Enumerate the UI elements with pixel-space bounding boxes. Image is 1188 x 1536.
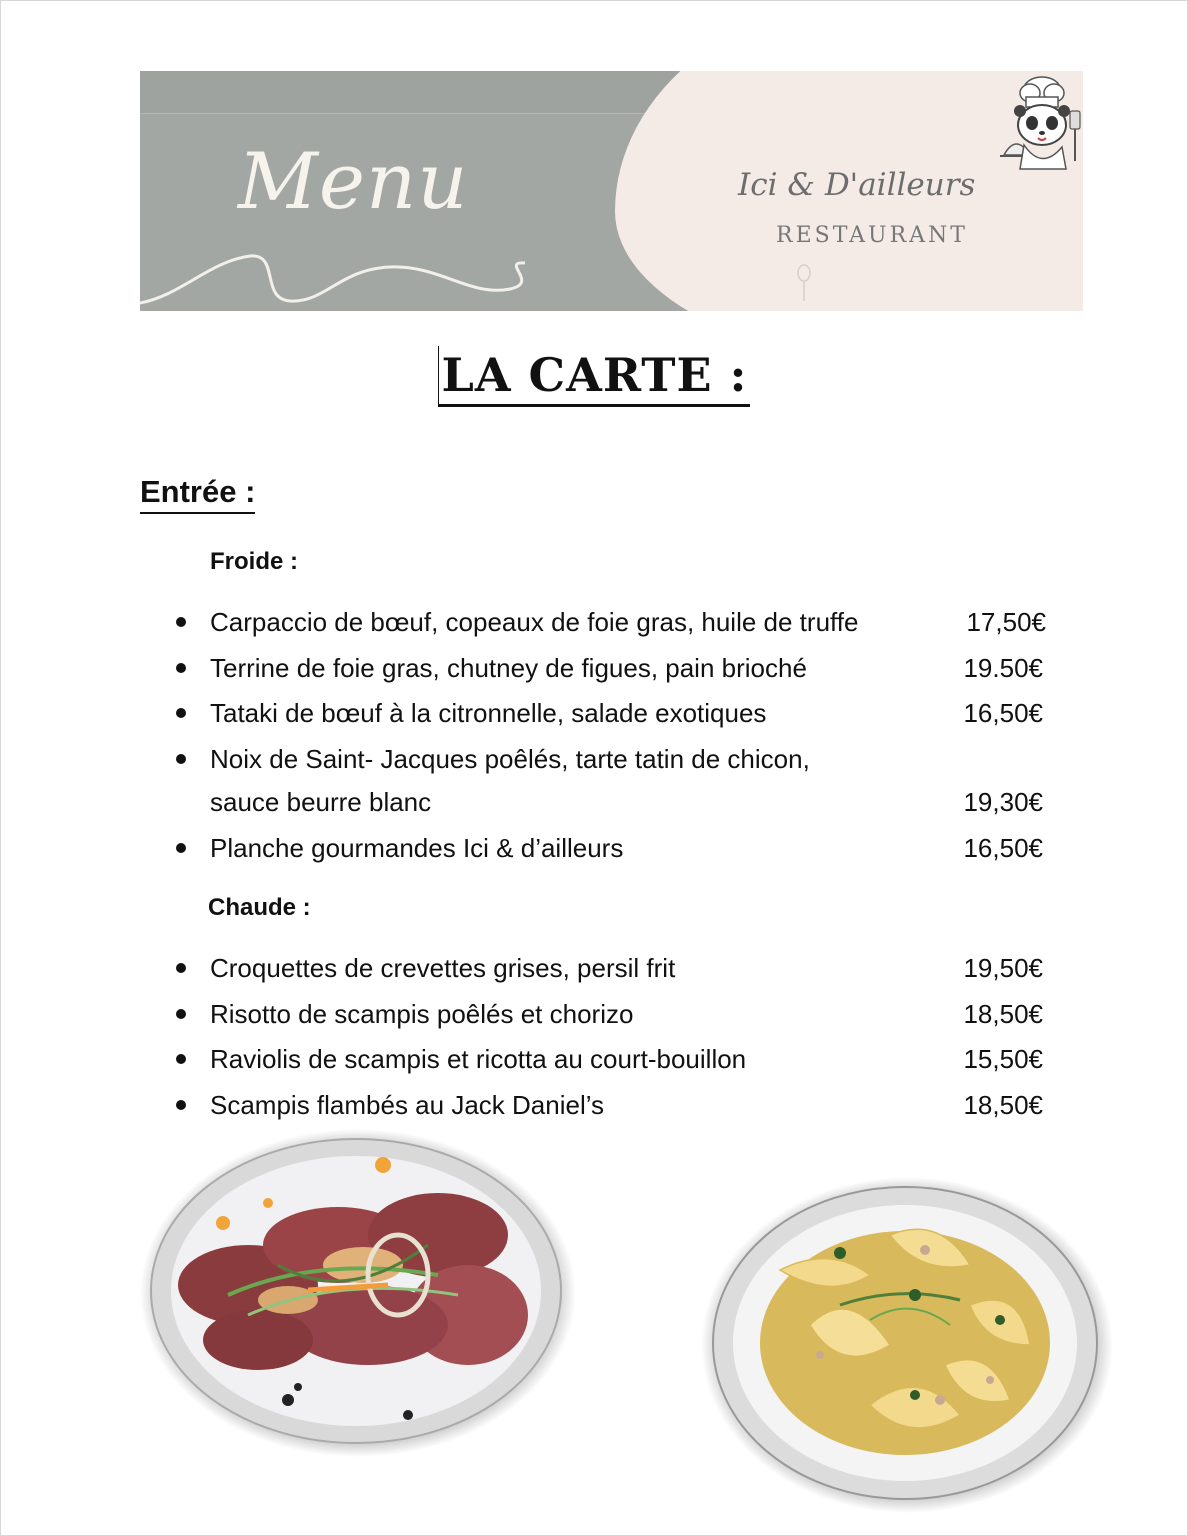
dish-price: 15,50€	[963, 1044, 1043, 1074]
list-item	[172, 992, 1052, 1038]
dish-name: Risotto de scampis poêlés et chorizo	[210, 998, 634, 1029]
list-item	[172, 691, 1052, 737]
bullet-icon	[176, 663, 186, 673]
dish-price: 16,50€	[963, 832, 1043, 863]
subheading-froide: Froide :	[210, 548, 298, 575]
dish-price: 19,30€	[963, 786, 1043, 817]
chaude-list	[172, 946, 1052, 1128]
section-heading-entree: Entrée :	[140, 472, 255, 514]
dish-name: Croquettes de crevettes grises, persil frit	[210, 953, 676, 983]
dish-price: 18,50€	[963, 1089, 1043, 1120]
list-item	[172, 1037, 1052, 1083]
list-item	[172, 946, 1052, 992]
list-item	[172, 646, 1052, 692]
dish-name: Terrine de foie gras, chutney de figues, pain brioché	[210, 652, 807, 683]
dish-price: 17,50€	[966, 607, 1046, 637]
froide-list	[172, 600, 1052, 871]
page-title	[0, 346, 1188, 407]
list-item	[172, 600, 1052, 646]
dish-name: Noix de Saint- Jacques poêlés, tarte tatin de chicon,	[210, 743, 810, 774]
bullet-icon	[176, 1054, 186, 1064]
dish-price: 16,50€	[963, 698, 1043, 728]
dish-name: Carpaccio de bœuf, copeaux de foie gras, huile de truffe	[210, 607, 859, 637]
dish-price: 19.50€	[963, 652, 1043, 683]
dish-name: Planche gourmandes Ici & d’ailleurs	[210, 832, 624, 863]
raviolis-plate-photo	[700, 1175, 1115, 1515]
dish-name-continued: sauce beurre blanc	[210, 786, 432, 817]
panda-chef-mascot-icon	[1000, 71, 1083, 181]
banner-menu-word: Menu	[238, 137, 469, 227]
bullet-icon	[176, 843, 186, 853]
bullet-icon	[176, 1100, 186, 1110]
bullet-icon	[176, 708, 186, 718]
carpaccio-plate-photo	[138, 1125, 578, 1460]
dish-name: Tataki de bœuf à la citronnelle, salade exotiques	[210, 698, 767, 728]
restaurant-subtitle: RESTAURANT	[776, 223, 968, 248]
bullet-icon	[176, 1009, 186, 1019]
page-title-text: LA CARTE :	[438, 346, 749, 407]
dish-name: Scampis flambés au Jack Daniel’s	[210, 1089, 605, 1120]
menu-banner	[140, 71, 1083, 311]
bullet-icon	[176, 617, 186, 627]
dish-price: 18,50€	[963, 998, 1043, 1029]
bullet-icon	[176, 963, 186, 973]
dish-price: 19,50€	[963, 953, 1043, 983]
list-item	[172, 826, 1052, 872]
dish-name: Raviolis de scampis et ricotta au court-bouillon	[210, 1044, 747, 1074]
bullet-icon	[176, 754, 186, 764]
list-item	[172, 1083, 1052, 1129]
restaurant-name: Ici & D'ailleurs	[738, 167, 976, 203]
subheading-chaude: Chaude :	[208, 894, 311, 921]
list-item	[172, 737, 1052, 826]
spoon-decoration-icon	[790, 263, 830, 303]
